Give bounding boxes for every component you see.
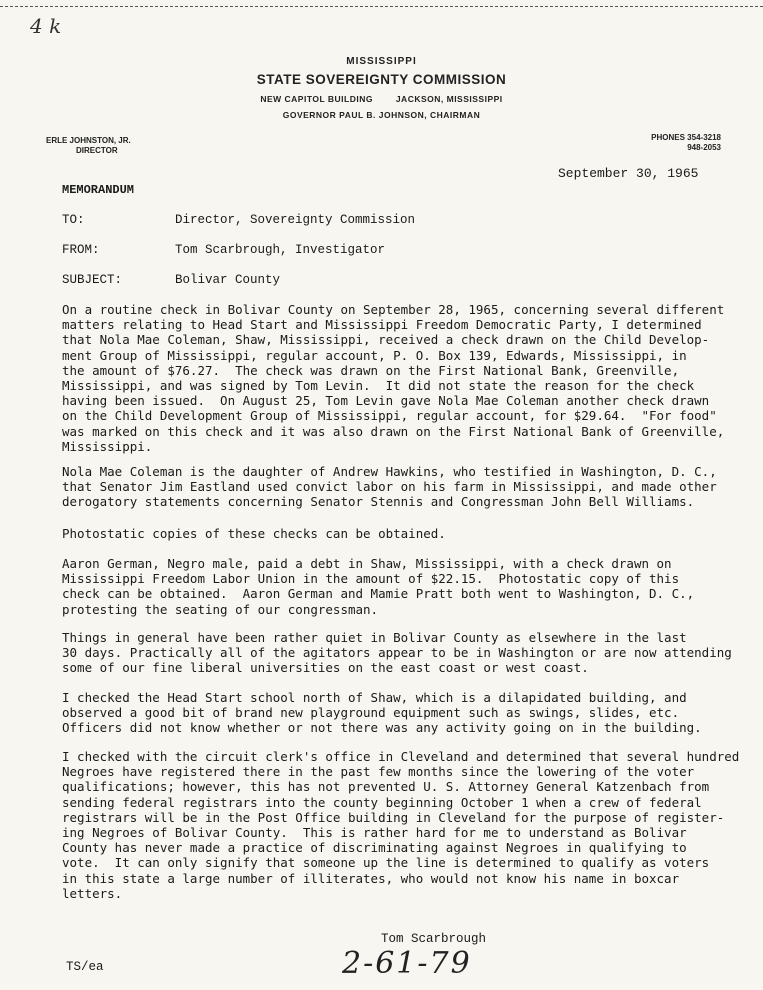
letterhead-address: [0, 94, 763, 104]
handwritten-document-number: 2-61-79: [342, 946, 472, 981]
memo-date: September 30, 1965: [558, 166, 699, 181]
body-paragraph-4: Aaron German, Negro male, paid a debt in Shaw, Mississippi, with a check drawn on Mississippi Freedom Labor Union in the amount of $22.15. Photostatic copy of this check can be obtained. Aaron German and Mamie Pratt both went to Washington, D. C., protesting the seating of our congressman.: [62, 556, 695, 617]
body-paragraph-7: I checked with the circuit clerk's office in Cleveland and determined that several hundred Negroes have registered there in the past few months since the lowering of the voter qualifications; however, this has not prevented U. S. Attorney General Katzenbach from sending federal registrars into the county beginning October 1 when a crew of federal registrars will be in the Post Office building in Cleveland for the purpose of register- ing Negroes of Bolivar County. This is rather hard for me to understand as Bolivar County has never made a practice of discriminating against Negroes in qualifying to vote. It can only signify that someone up the line is determined to qualify as voters in this state a large number of illiterates, who would not know his name in boxcar letters.: [62, 749, 740, 901]
body-paragraph-6: I checked the Head Start school north of Shaw, which is a dilapidated building, and observed a good bit of brand new playground equipment such as swings, slides, etc. Officers did not know whether or not there was any activity going on in the building.: [62, 690, 702, 736]
to-label: TO:: [62, 213, 85, 227]
body-paragraph-3: Photostatic copies of these checks can be obtained.: [62, 526, 446, 541]
body-paragraph-2: Nola Mae Coleman is the daughter of Andrew Hawkins, who testified in Washington, D. C., that Senator Jim Eastland used convict labor on his farm in Mississippi, and made other derogatory statements concerning Senator Stennis and Congressman John Bell Williams.: [62, 464, 717, 510]
letterhead-state: MISSISSIPPI: [346, 56, 417, 67]
from-value: Tom Scarbrough, Investigator: [175, 243, 386, 257]
phones-line-1: PHONES 354-3218: [651, 133, 721, 142]
letterhead-city: JACKSON, MISSISSIPPI: [395, 94, 503, 104]
director-title: DIRECTOR: [76, 146, 118, 155]
body-paragraph-5: Things in general have been rather quiet in Bolivar County as elsewhere in the last 30 days. Practically all of the agitators appear to be in Washington or are now attending some of our fine liberal universities on the east coast or west coast.: [62, 630, 732, 676]
memo-title: MEMORANDUM: [62, 183, 135, 197]
typist-initials: TS/ea: [66, 960, 104, 974]
letterhead-agency: STATE SOVEREIGNTY COMMISSION: [256, 72, 507, 87]
body-paragraph-1: On a routine check in Bolivar County on September 28, 1965, concerning several different matters relating to Head Start and Mississippi Freedom Democratic Party, I determined that Nola Mae Coleman, Shaw, Mississippi, received a check drawn on the Child Develop- ment Group of Mississippi, regular account, P. O. Box 139, Edwards, Mississippi, in the amount of $76.27. The check was drawn on the First National Bank, Greenville, Mississippi, and was signed by Tom Levin. It did not state the reason for the check having been issued. On August 25, Tom Levin gave Nola Mae Coleman another check drawn on the Child Development Group of Mississippi, regular account, for $29.64. "For food" was marked on this check and it was also drawn on the First National Bank of Greenville, Mississippi.: [62, 302, 725, 454]
from-label: FROM:: [62, 243, 100, 257]
to-value: Director, Sovereignty Commission: [175, 213, 416, 227]
handwritten-top-mark: 4 k: [30, 14, 62, 38]
subject-label: SUBJECT:: [62, 273, 123, 287]
letterhead-building: NEW CAPITOL BUILDING: [260, 94, 373, 104]
director-block: [46, 136, 131, 156]
top-dashed-rule: [0, 6, 763, 7]
director-name: ERLE JOHNSTON, JR.: [46, 136, 131, 145]
phones-line-2: 948-2053: [687, 143, 721, 152]
signature-name: Tom Scarbrough: [381, 932, 487, 946]
phones-block: [651, 133, 721, 153]
letterhead-governor: GOVERNOR PAUL B. JOHNSON, CHAIRMAN: [282, 110, 481, 120]
subject-value: Bolivar County: [175, 273, 281, 287]
